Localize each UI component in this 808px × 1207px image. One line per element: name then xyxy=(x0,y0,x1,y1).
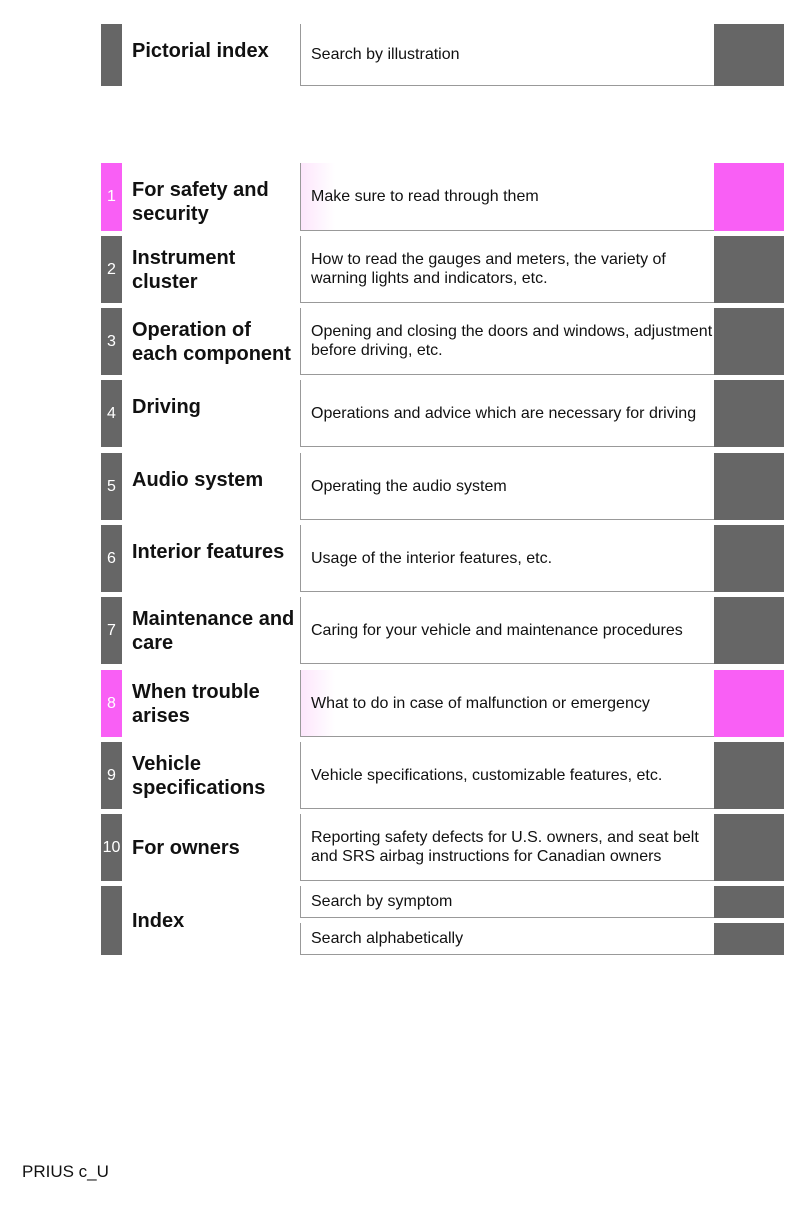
index-alphabetical-tab[interactable] xyxy=(714,923,784,955)
chapter-tab[interactable] xyxy=(714,670,784,737)
chapter-number: 4 xyxy=(101,380,122,447)
index-search-by-symptom[interactable]: Search by symptom xyxy=(300,886,714,918)
footer-model-label: PRIUS c_U xyxy=(22,1162,109,1181)
chapter-description: Caring for your vehicle and maintenance procedures xyxy=(300,597,714,664)
chapter-tab[interactable] xyxy=(714,814,784,881)
chapter-row-1[interactable] xyxy=(101,163,784,231)
chapter-tab[interactable] xyxy=(714,597,784,664)
chapter-description: Make sure to read through them xyxy=(300,163,714,231)
chapter-number: 8 xyxy=(101,670,122,737)
index-search-alphabetically[interactable]: Search alphabetically xyxy=(300,923,714,955)
chapter-title: Instrument cluster xyxy=(132,246,236,293)
chapter-row-3[interactable] xyxy=(101,308,784,375)
chapter-row-8[interactable] xyxy=(101,670,784,737)
chapter-tab[interactable] xyxy=(714,453,784,520)
chapter-title: When trouble arises xyxy=(132,680,260,727)
chapter-title: Interior features xyxy=(132,541,285,563)
chapter-tab[interactable] xyxy=(714,380,784,447)
index-row xyxy=(101,886,784,955)
chapter-row-9[interactable] xyxy=(101,742,784,809)
chapter-row-2[interactable] xyxy=(101,236,784,303)
chapter-description: What to do in case of malfunction or emergency xyxy=(300,670,714,737)
chapter-description: Operating the audio system xyxy=(300,453,714,520)
chapter-row-6[interactable] xyxy=(101,525,784,592)
pictorial-index-tab[interactable] xyxy=(714,24,784,86)
chapter-title: For safety and security xyxy=(132,179,269,225)
chapter-number: 3 xyxy=(101,308,122,375)
chapter-number: 10 xyxy=(101,814,122,881)
chapter-number: 6 xyxy=(101,525,122,592)
chapter-title: Driving xyxy=(132,396,201,418)
chapter-title: Maintenance and care xyxy=(132,607,295,654)
chapter-description: Reporting safety defects for U.S. owners, and seat belt and SRS airbag instructions for Canadian owners xyxy=(300,814,714,881)
chapter-description: Operations and advice which are necessary for driving xyxy=(300,380,714,447)
pictorial-index-row[interactable] xyxy=(101,24,784,86)
chapter-tab[interactable] xyxy=(714,308,784,375)
chapter-tab[interactable] xyxy=(714,525,784,592)
pictorial-index-title: Pictorial index xyxy=(132,40,269,62)
chapter-number: 5 xyxy=(101,453,122,520)
chapter-tab[interactable] xyxy=(714,163,784,231)
chapter-description: Vehicle specifications, customizable features, etc. xyxy=(300,742,714,809)
chapter-tab[interactable] xyxy=(714,742,784,809)
chapter-title: Operation of each component xyxy=(132,318,291,365)
chapter-row-10[interactable] xyxy=(101,814,784,881)
chapter-number: 1 xyxy=(101,163,122,231)
index-marker xyxy=(101,886,122,955)
chapter-description: Opening and closing the doors and windows, adjustment before driving, etc. xyxy=(300,308,714,375)
chapter-row-7[interactable] xyxy=(101,597,784,664)
chapter-number: 9 xyxy=(101,742,122,809)
chapter-title: Audio system xyxy=(132,469,264,491)
index-symptom-tab[interactable] xyxy=(714,886,784,918)
pictorial-index-marker xyxy=(101,24,122,86)
chapter-number: 2 xyxy=(101,236,122,303)
chapter-title: For owners xyxy=(132,836,240,859)
chapter-number: 7 xyxy=(101,597,122,664)
chapter-description: How to read the gauges and meters, the variety of warning lights and indicators, etc. xyxy=(300,236,714,303)
chapter-row-5[interactable] xyxy=(101,453,784,520)
chapter-title: Vehicle specifications xyxy=(132,752,266,799)
chapter-row-4[interactable] xyxy=(101,380,784,447)
chapter-tab[interactable] xyxy=(714,236,784,303)
pictorial-index-description: Search by illustration xyxy=(300,24,714,86)
index-title: Index xyxy=(132,909,185,932)
chapter-description: Usage of the interior features, etc. xyxy=(300,525,714,592)
